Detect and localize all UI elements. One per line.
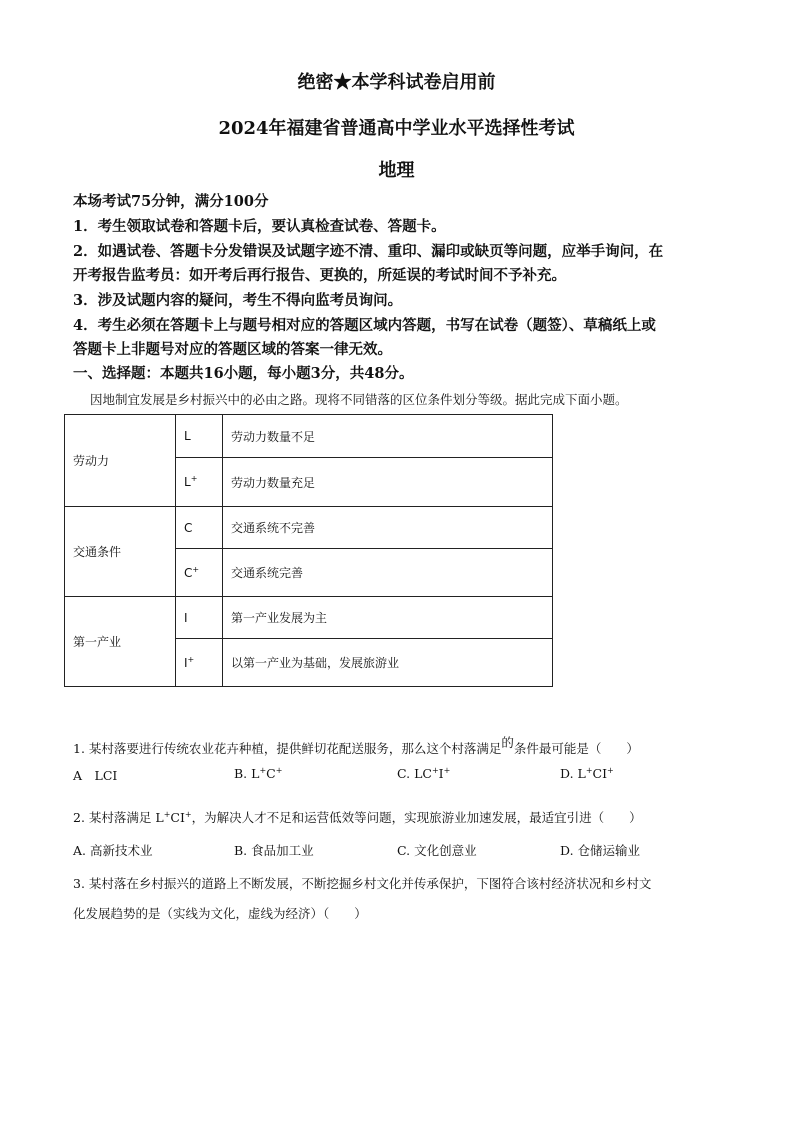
question-2-option-a: A. 高新技术业 <box>73 843 153 858</box>
exam-duration: 本场考试75分钟，满分100分 <box>73 193 269 210</box>
table-row <box>65 507 553 549</box>
code-cell: C+ <box>176 549 223 597</box>
question-1-option-d: D. L+CI+ <box>560 766 614 781</box>
description-cell: 劳动力数量充足 <box>223 458 553 507</box>
description-cell: 交通系统不完善 <box>223 507 553 549</box>
instruction-1: 1．考生领取试卷和答题卡后，要认真检查试卷、答题卡。 <box>73 218 446 235</box>
exam-security-notice: 绝密★本学科试卷启用前 <box>297 72 496 93</box>
question-2-option-c: C. 文化创意业 <box>397 843 477 858</box>
question-2-option-d: D. 仓储运输业 <box>560 843 641 858</box>
question-3-stem-line-1: 3. 某村落在乡村振兴的道路上不断发展，不断挖掘乡村文化并传承保护，下图符合该村经济状况和乡村文 <box>73 876 652 891</box>
code-cell: I+ <box>176 639 223 687</box>
instruction-3: 3．涉及试题内容的疑问，考生不得向监考员询问。 <box>73 292 403 309</box>
question-1-option-b: B. L+C+ <box>234 766 283 781</box>
question-1-option-a: A LCI <box>73 768 118 783</box>
instruction-2b: 开考报告监考员：如开考后再行报告、更换的，所延误的考试时间不予补充。 <box>73 267 566 284</box>
question-1-stem: 1. 某村落要进行传统农业花卉种植，提供鲜切花配送服务，那么这个村落满足的条件最可能是（ ） <box>73 735 639 756</box>
category-cell: 劳动力 <box>65 415 176 507</box>
section-intro: 因地制宜发展是乡村振兴中的必由之路。现将不同错落的区位条件划分等级。据此完成下面小题。 <box>90 392 628 407</box>
instruction-2a: 2．如遇试卷、答题卡分发错误及试题字迹不清、重印、漏印或缺页等问题，应举手询问，在 <box>73 243 664 260</box>
question-2-option-b: B. 食品加工业 <box>234 843 314 858</box>
exam-title: 2024年福建省普通高中学业水平选择性考试 <box>218 118 575 139</box>
description-cell: 劳动力数量不足 <box>223 415 553 458</box>
subject-title: 地理 <box>378 160 415 181</box>
instruction-4b: 答题卡上非题号对应的答题区域的答案一律无效。 <box>73 341 392 358</box>
section-title: 一、选择题：本题共16小题，每小题3分，共48分。 <box>73 365 414 382</box>
table-row <box>65 597 553 639</box>
category-cell: 第一产业 <box>65 597 176 687</box>
question-1-option-c: C. LC+I+ <box>397 766 451 781</box>
category-cell: 交通条件 <box>65 507 176 597</box>
table-row <box>65 415 553 458</box>
location-conditions-table <box>64 414 553 687</box>
description-cell: 以第一产业为基础，发展旅游业 <box>223 639 553 687</box>
description-cell: 交通系统完善 <box>223 549 553 597</box>
instruction-4a: 4．考生必须在答题卡上与题号相对应的答题区域内答题，书写在试卷（题签）、草稿纸上或 <box>73 317 656 334</box>
code-cell: L+ <box>176 458 223 507</box>
description-cell: 第一产业发展为主 <box>223 597 553 639</box>
question-2-stem: 2. 某村落满足 L+CI+，为解决人才不足和运营低效等问题，实现旅游业加速发展，最适宜引进（ ） <box>73 810 642 825</box>
code-cell: L <box>176 415 223 458</box>
code-cell: I <box>176 597 223 639</box>
question-3-stem-line-2: 化发展趋势的是（实线为文化，虚线为经济）（ ） <box>73 906 367 921</box>
code-cell: C <box>176 507 223 549</box>
